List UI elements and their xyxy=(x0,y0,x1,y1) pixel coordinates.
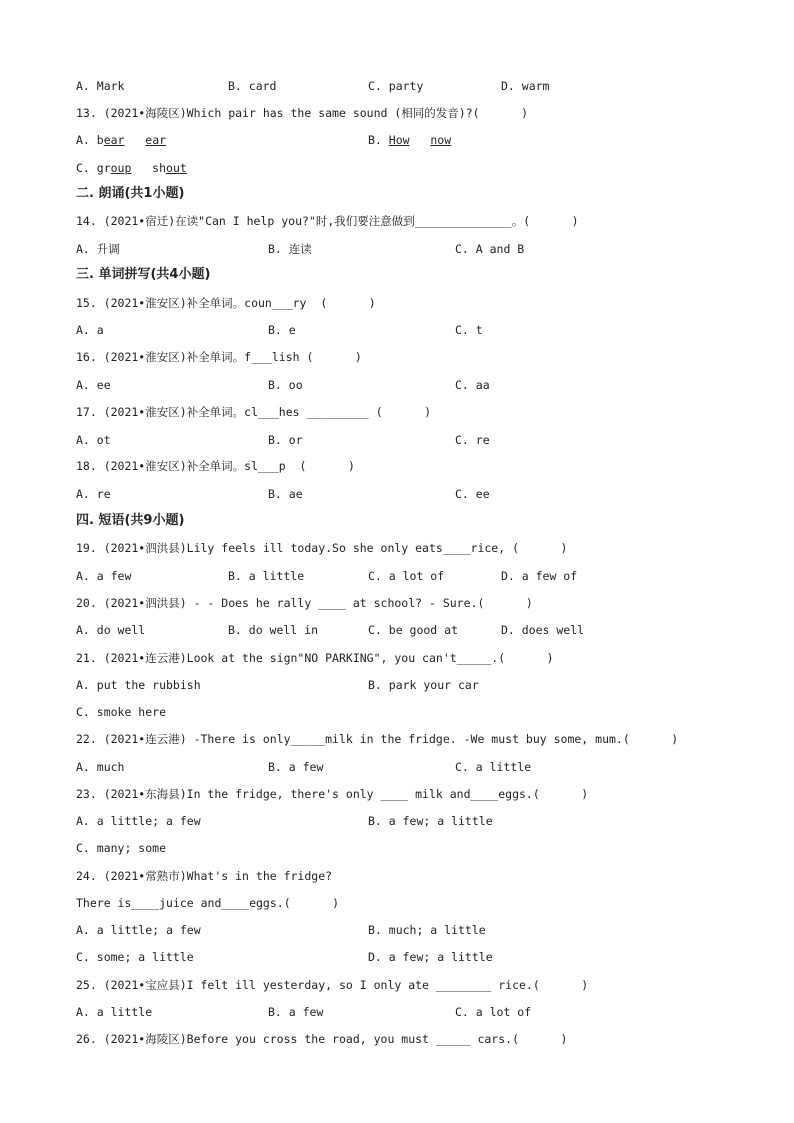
q13-option-b: B. How now xyxy=(368,133,452,147)
q16-option-a: A. ee xyxy=(76,378,111,392)
q20-option-c: C. be good at xyxy=(368,623,459,637)
q19-option-a: A. a few xyxy=(76,569,132,583)
q21-option-a: A. put the rubbish xyxy=(76,678,201,692)
q15-option-c: C. t xyxy=(455,323,483,337)
q17-option-a: A. ot xyxy=(76,433,111,447)
q24-option-a: A. a little; a few xyxy=(76,923,201,937)
q24-option-c: C. some; a little xyxy=(76,950,194,964)
q23-option-c: C. many; some xyxy=(76,841,167,855)
q26-stem: 26. (2021•海陵区)Before you cross the road, you must _____ cars.( ) xyxy=(76,1032,568,1046)
q17-stem: 17. (2021•淮安区)补全单词。cl___hes _________ ( ) xyxy=(76,405,432,419)
q24-option-d: D. a few; a little xyxy=(368,950,493,964)
q12-option-c: C. party xyxy=(368,79,424,93)
q18-option-b: B. ae xyxy=(268,487,303,501)
q25-option-c: C. a lot of xyxy=(455,1005,532,1019)
q19-option-b: B. a little xyxy=(228,569,305,583)
q23-option-a: A. a little; a few xyxy=(76,814,201,828)
q19-option-d: D. a few of xyxy=(501,569,578,583)
q14-option-c: C. A and B xyxy=(455,242,525,256)
q25-option-a: A. a little xyxy=(76,1005,153,1019)
q18-option-a: A. re xyxy=(76,487,111,501)
section-heading-spelling: 三. 单词拼写(共4小题) xyxy=(76,267,211,282)
q21-stem: 21. (2021•连云港)Look at the sign"NO PARKING", you can't_____.( ) xyxy=(76,651,554,665)
q25-stem: 25. (2021•宝应县)I felt ill yesterday, so I only ate ________ rice.( ) xyxy=(76,978,589,992)
q20-stem: 20. (2021•泗洪县) - - Does he rally ____ at school? - Sure.( ) xyxy=(76,596,533,610)
q14-option-b: B. 连读 xyxy=(268,242,312,256)
q12-option-d: D. warm xyxy=(501,79,550,93)
q16-option-c: C. aa xyxy=(455,378,490,392)
q20-option-a: A. do well xyxy=(76,623,146,637)
q13-stem: 13. (2021•海陵区)Which pair has the same sound (相同的发音)?( ) xyxy=(76,106,529,120)
q18-option-c: C. ee xyxy=(455,487,490,501)
q15-stem: 15. (2021•淮安区)补全单词。coun___ry ( ) xyxy=(76,296,376,310)
q14-option-a: A. 升调 xyxy=(76,242,120,256)
section-heading-phrases: 四. 短语(共9小题) xyxy=(76,513,185,528)
q15-option-b: B. e xyxy=(268,323,296,337)
q21-option-b: B. park your car xyxy=(368,678,479,692)
q15-option-a: A. a xyxy=(76,323,104,337)
q22-stem: 22. (2021•连云港) -There is only_____milk in the fridge. -We must buy some, mum.( ) xyxy=(76,732,679,746)
q22-option-a: A. much xyxy=(76,760,125,774)
q20-option-d: D. does well xyxy=(501,623,585,637)
q23-option-b: B. a few; a little xyxy=(368,814,493,828)
q23-stem: 23. (2021•东海县)In the fridge, there's only ____ milk and____eggs.( ) xyxy=(76,787,589,801)
q14-stem: 14. (2021•宿迁)在读"Can I help you?"时,我们要注意做到______________。( ) xyxy=(76,214,579,228)
q24-stem: 24. (2021•常熟市)What's in the fridge? xyxy=(76,869,333,883)
q16-stem: 16. (2021•淮安区)补全单词。f___lish ( ) xyxy=(76,350,362,364)
q13-option-c: C. group shout xyxy=(76,161,187,175)
q16-option-b: B. oo xyxy=(268,378,303,392)
q12-option-b: B. card xyxy=(228,79,277,93)
q25-option-b: B. a few xyxy=(268,1005,324,1019)
q12-option-a: A. Mark xyxy=(76,79,125,93)
q17-option-b: B. or xyxy=(268,433,303,447)
q24-option-b: B. much; a little xyxy=(368,923,486,937)
q17-option-c: C. re xyxy=(455,433,490,447)
q19-stem: 19. (2021•泗洪县)Lily feels ill today.So she only eats____rice, ( ) xyxy=(76,541,568,555)
q21-option-c: C. smoke here xyxy=(76,705,167,719)
q13-option-a: A. bear ear xyxy=(76,133,167,147)
q22-option-b: B. a few xyxy=(268,760,324,774)
q19-option-c: C. a lot of xyxy=(368,569,445,583)
q24-stem-line2: There is____juice and____eggs.( ) xyxy=(76,896,340,910)
q20-option-b: B. do well in xyxy=(228,623,319,637)
q22-option-c: C. a little xyxy=(455,760,532,774)
q18-stem: 18. (2021•淮安区)补全单词。sl___p ( ) xyxy=(76,459,355,473)
section-heading-recitation: 二. 朗诵(共1小题) xyxy=(76,186,185,201)
